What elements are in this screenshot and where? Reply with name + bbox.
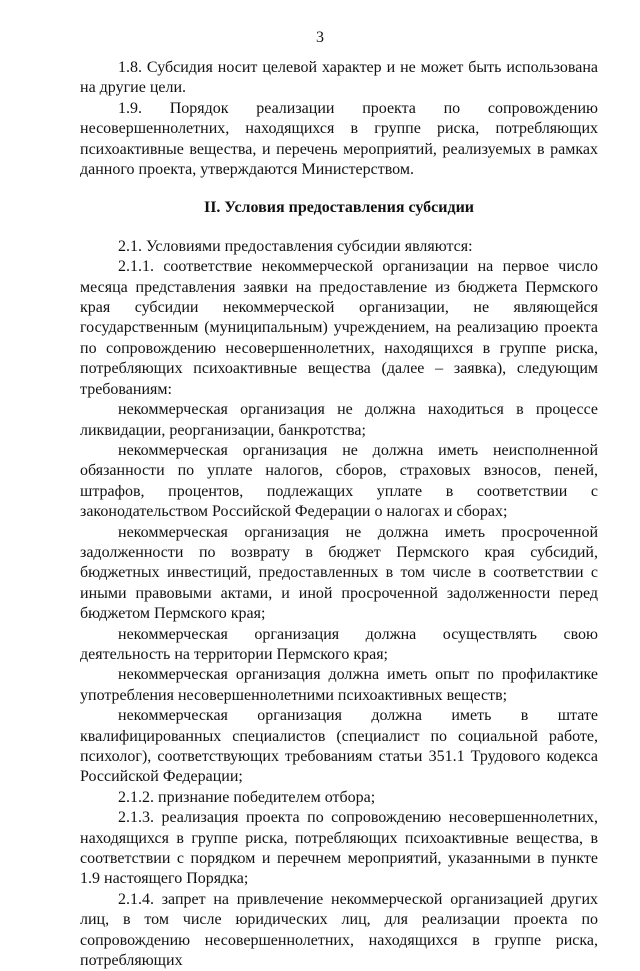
paragraph-2-1-1: 2.1.1. соответствие некоммерческой организации на первое число месяца представления заявки на предоставление из бюджета Пермского края субсидии некоммерческой организации, не являющейся государственным (муниципальным) учреждением, на реализацию проекта по сопровождению несовершеннолетних, находящихся в группе риска, потребляющих психоактивные вещества (далее – заявка), следующим требованиям: xyxy=(80,258,598,398)
page-number: 3 xyxy=(316,29,324,46)
paragraph-2-1-3: 2.1.3. реализация проекта по сопровождению несовершеннолетних, находящихся в группе риска, потребляющих психоактивные вещества, в соответствии с порядком и перечнем мероприятий, указанными в пункте 1.9 настоящего Порядка; xyxy=(80,809,598,888)
requirement-no-budget-debt: некоммерческая организация не должна иметь просроченной задолженности по возврату в бюджет Пермского края субсидий, бюджетных инвестиций, предоставленных в том числе в соответствии с иными правовыми актами, и иной просроченной задолженности перед бюджетом Пермского края; xyxy=(80,523,598,623)
requirement-experience: некоммерческая организация должна иметь опыт по профилактике употребления несовершеннолетними психоактивных веществ; xyxy=(80,666,598,704)
paragraph-2-1-2: 2.1.2. признание победителем отбора; xyxy=(118,788,376,806)
section-heading: II. Условия предоставления субсидии xyxy=(203,199,475,217)
paragraph-2-1: 2.1. Условиями предоставления субсидии являются: xyxy=(118,237,473,255)
paragraph-2-1-4: 2.1.4. запрет на привлечение некоммерческой организацией других лиц, в том числе юридических лиц, для реализации проекта по сопровождению несовершеннолетних, находящихся в группе риска, потребляющих xyxy=(80,890,598,970)
requirement-no-liquidation: некоммерческая организация не должна находиться в процессе ликвидации, реорганизации, банкротства; xyxy=(80,401,598,439)
paragraph-1-9: 1.9. Порядок реализации проекта по сопровождению несовершеннолетних, находящихся в группе риска, потребляющих психоактивные вещества, и перечень мероприятий, реализуемых в рамках данного проекта, утверждаются Министерством. xyxy=(80,99,598,179)
paragraph-1-8: 1.8. Субсидия носит целевой характер и не может быть использована на другие цели. xyxy=(80,59,598,97)
requirement-qualified-staff: некоммерческая организация должна иметь в штате квалифицированных специалистов (специалист по социальной работе, психолог), соответствующих требованиям статьи 351.1 Трудового кодекса Российской Федерации; xyxy=(80,707,598,786)
requirement-territory: некоммерческая организация должна осуществлять свою деятельность на территории Пермского края; xyxy=(80,625,598,663)
document-body xyxy=(80,58,598,971)
requirement-no-tax-debt: некоммерческая организация не должна иметь неисполненной обязанности по уплате налогов, сборов, страховых взносов, пеней, штрафов, процентов, подлежащих уплате в соответствии с законодательством Российской Федерации о налогах и сборах; xyxy=(80,441,598,521)
